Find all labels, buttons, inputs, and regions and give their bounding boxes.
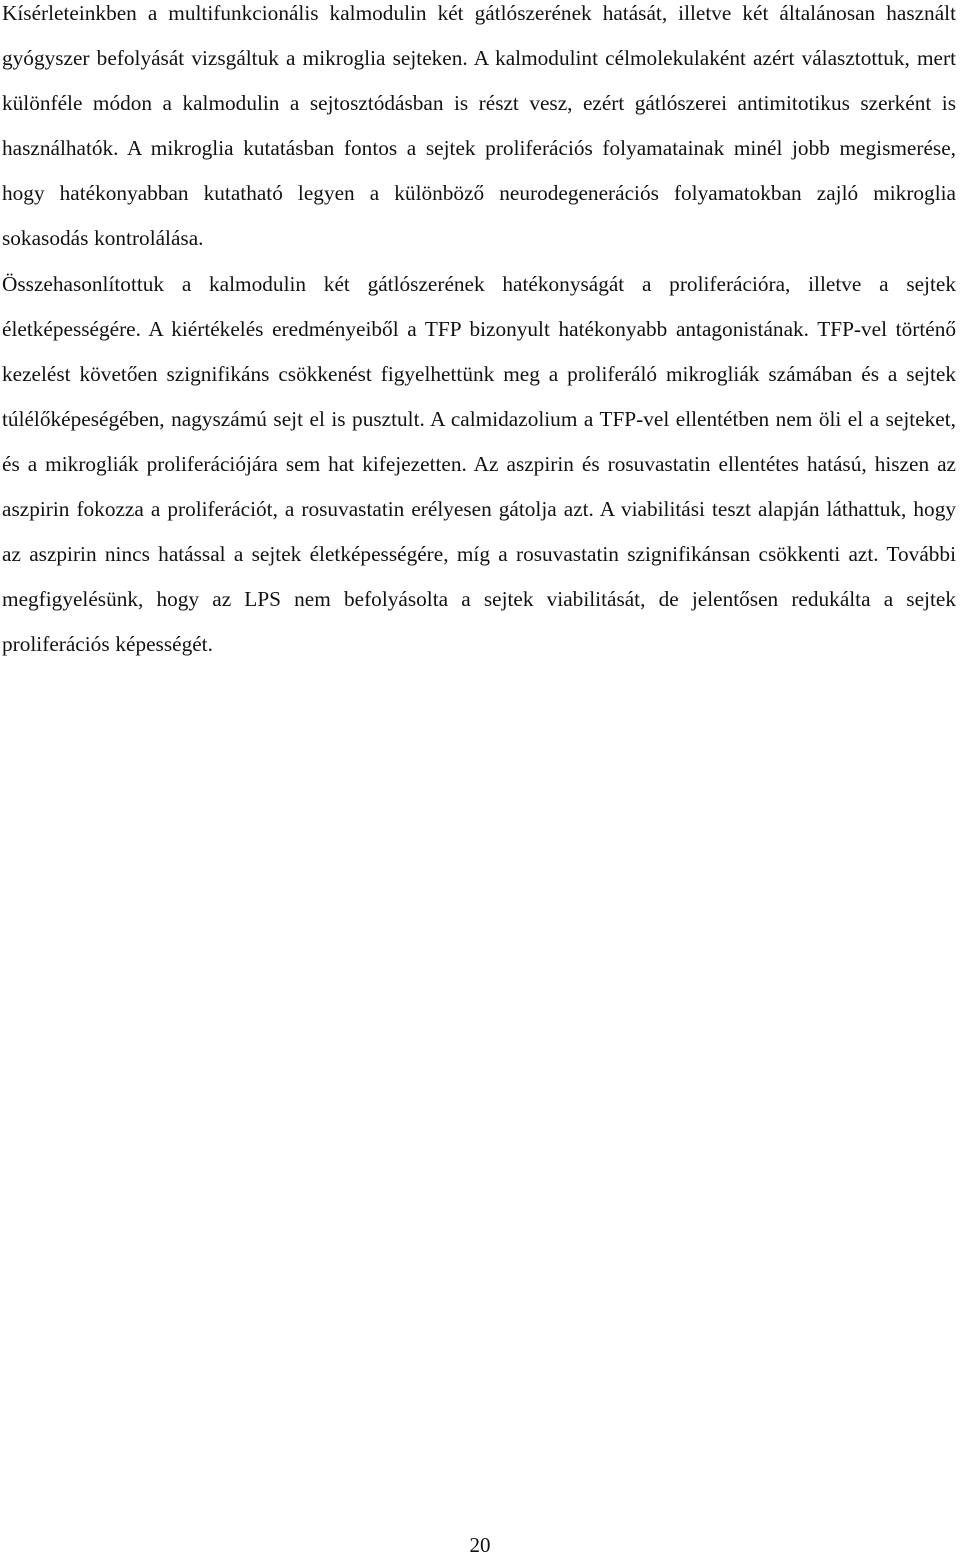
paragraph-1: Kísérleteinkben a multifunkcionális kalmodulin két gátlószerének hatását, illetve két általánosan használt gyógyszer befolyását vizsgáltuk a mikroglia sejteken. A kalmodulint célmolekulaként azért választottuk, mert különféle módon a kalmodulin a sejtosztódásban is részt vesz, ezért gátlószerei antimitotikus szerként is használhatók. A mikroglia kutatásban fontos a sejtek proliferációs folyamatainak minél jobb megismerése, hogy hatékonyabban kutatható legyen a különböző neurodegenerációs folyamatokban zajló mikroglia sokasodás kontrolálása. [2,1,956,251]
page-number: 20 [469,1533,491,1557]
body-text [2,0,956,667]
paragraph-2: Összehasonlítottuk a kalmodulin két gátlószerének hatékonyságát a proliferációra, illetve a sejtek életképességére. A kiértékelés eredményeiből a TFP bizonyult hatékonyabb antagonistának. TFP-vel történő kezelést követően szignifikáns csökkenést figyelhettünk meg a proliferáló mikrogliák számában és a sejtek túlélőképeségében, nagyszámú sejt el is pusztult. A calmidazolium a TFP-vel ellentétben nem öli el a sejteket, és a mikrogliák proliferációjára sem hat kifejezetten. Az aszpirin és rosuvastatin ellentétes hatású, hiszen az aszpirin fokozza a proliferációt, a rosuvastatin erélyesen gátolja azt. A viabilitási teszt alapján láthattuk, hogy az aszpirin nincs hatással a sejtek életképességére, míg a rosuvastatin szignifikánsan csökkenti azt. További megfigyelésünk, hogy az LPS nem befolyásolta a sejtek viabilitását, de jelentősen redukálta a sejtek proliferációs képességét. [2,271,956,657]
